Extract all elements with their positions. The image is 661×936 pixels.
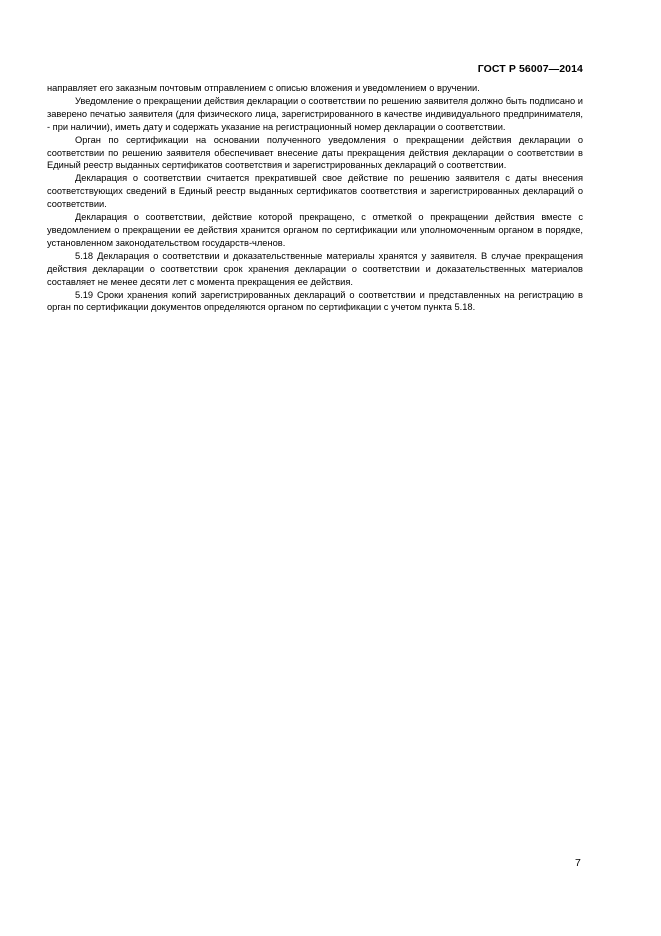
paragraph-continuation: направляет его заказным почтовым отправлением с описью вложения и уведомлением о вручении. — [47, 83, 480, 93]
page-number: 7 — [575, 857, 581, 869]
standard-designation: ГОСТ Р 56007—2014 — [477, 63, 583, 75]
document-body — [47, 82, 583, 314]
clause-5-18: 5.18 Декларация о соответствии и доказательственные материалы хранятся у заявителя. В случае прекращения действия декларации о соответствии срок хранения декларации о соответствии и доказательственных материалов составляет не менее десяти лет с момента прекращения ее действия. — [47, 250, 583, 287]
clause-5-19: 5.19 Сроки хранения копий зарегистрированных деклараций о соответствии и представленных на регистрацию в орган по сертификации документов определяются органом по сертификации с учетом пункта 5.18. — [47, 289, 583, 313]
paragraph-notification-requirements: Уведомление о прекращении действия декларации о соответствии по решению заявителя должно быть подписано и заверено печатью заявителя (для физического лица, зарегистрированного в качестве индивидуального предпринимателя, - при наличии), иметь дату и содержать указание на регистрационный номер декларации о соответствии. — [47, 95, 583, 132]
paragraph-certification-body-action: Орган по сертификации на основании полученного уведомления о прекращении действия декларации о соответствии по решению заявителя обеспечивает внесение даты прекращения действия декларации о соответствии в Единый реестр выданных сертификатов соответствия и зарегистрированных деклараций о соответствии. — [47, 134, 583, 171]
paragraph-storage-of-terminated: Декларация о соответствии, действие которой прекращено, с отметкой о прекращении действия вместе с уведомлением о прекращении ее действия хранится органом по сертификации или уполномоченным органом в порядке, установленном законодательством государств-членов. — [47, 212, 583, 248]
paragraph-termination-effective: Декларация о соответствии считается прекратившей свое действие по решению заявителя с даты внесения соответствующих сведений в Единый реестр выданных сертификатов соответствия и зарегистрированных деклараций о соответствии. — [47, 173, 583, 210]
